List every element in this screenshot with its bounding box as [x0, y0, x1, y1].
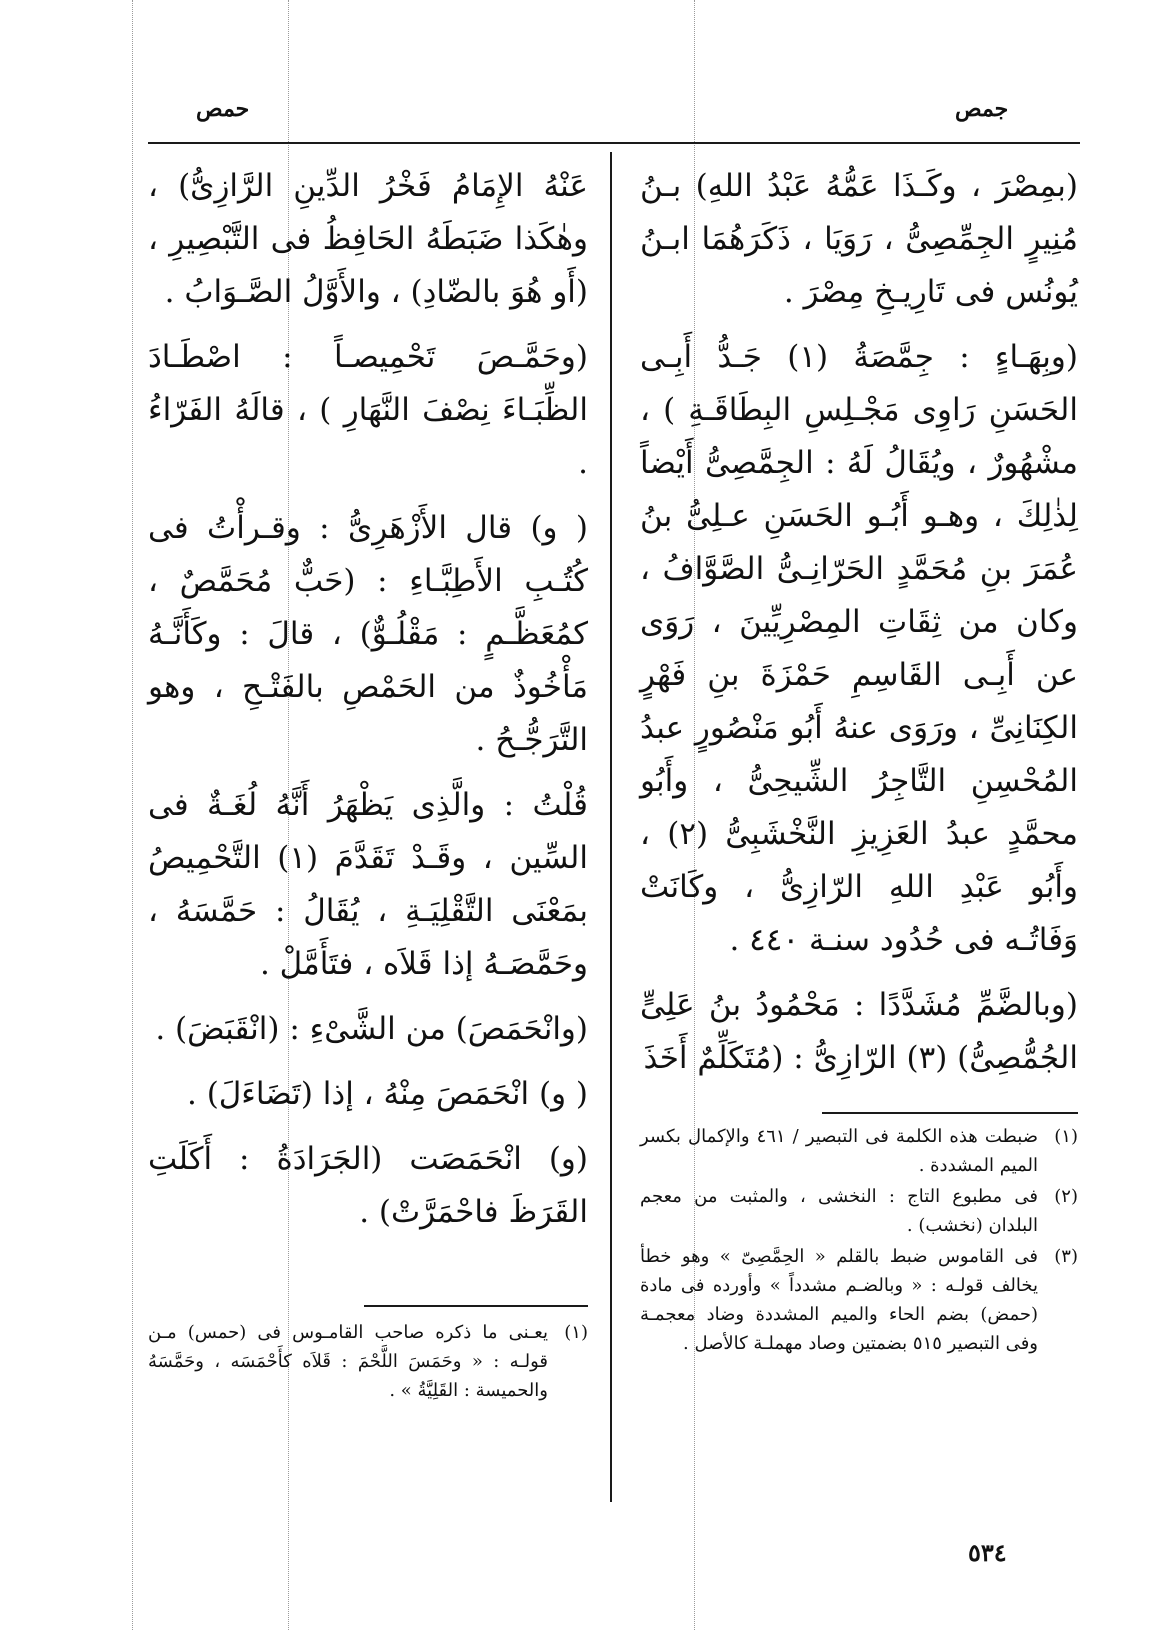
entry-paragraph: عَنْهُ الإِمَامُ فَخْرُ الدِّينِ الرَّازِىُّ) ، وهٰكَذا ضَبَطَهُ الحَافِظُ فى التَّبْصِيرِ ، (أَو هُوَ بالضّادِ) ، والأَوَّلُ الصَّـوَابُ .	[148, 168, 588, 310]
entry-paragraph: ( و) انْحَمَصَ مِنْهُ ، إذا (تَضَاءَلَ) .	[186, 1076, 588, 1112]
entry-paragraph: (وبِهَـاءٍ : جِمَّصَةُ (١) جَـدُّ أَبِـى الحَسَنِ رَاوِى مَجْـلِسِ البِطَاقَـةِ ) ، مشْهُورٌ ، ويُقَالُ لَهُ : الجِمَّصِىُّ أَيْضاً لِذٰلِكَ ، وهـو أَبُـو الحَسَنِ عـلِىُّ بنُ عُمَرَ بنِ مُحَمَّدٍ الحَرّانِـىُّ الصَّوَّافُ ، وكان من ثِقَاتِ المِصْرِيِّينَ ، رَوَى عن أَبِـى القَاسِمِ حَمْزَةَ بنِ فَهْرٍ الكِنَانِىِّ ، ورَوَى عنهُ أَبُو مَنْصُورٍ عبدُ المُحْسِنِ التَّاجِرُ الشِّيحِىُّ ، وأَبُو محمَّدٍ عبدُ العَزِيزِ النَّخْشَبِىُّ (٢) ، وأَبُو عَبْدِ اللهِ الرّازِىُّ ، وكَانَتْ وَفَاتُـه فى حُدُود سنـة ٤٤٠ .	[640, 339, 1078, 958]
footnote-text: ضبطت هذه الكلمة فى التبصير / ٤٦١ والإكمال بكسر الميم المشددة .	[640, 1126, 1038, 1176]
entry-paragraph: (وانْحَمَصَ) من الشَّىْءِ : (انْقَبَضَ) .	[155, 1011, 588, 1047]
page-number: ٥٣٤	[968, 1538, 1007, 1567]
header-rule	[148, 142, 1080, 144]
footnote	[148, 1318, 588, 1405]
left-column	[148, 160, 588, 1251]
footnote-text: يعـنى ما ذكره صاحب القامـوس فى (حمس) مـن قولـه : « وحَمَسَ اللَّحْمَ : قَلاَه كأَحْمَسَه ، وحَمَّسَهُ والحميسة : القَلِيَّةُ » .	[148, 1322, 548, 1401]
footnote	[640, 1122, 1078, 1180]
right-column	[640, 160, 1078, 1097]
entry-paragraph: (و) انْحَمَصَت (الجَرَادَةُ : أَكَلَتِ القَرَظَ فاحْمَرَّتْ) .	[148, 1141, 588, 1230]
scan-dotted-line	[132, 0, 133, 1630]
footnote-rule-left	[364, 1305, 588, 1307]
footnote	[640, 1182, 1078, 1240]
entry-paragraph: (وحَمَّـصَ تَحْمِيصـاً : اصْطَـادَ الظِّبَـاءَ نِصْفَ النَّهَارِ ) ، قالَهُ الفَرّاءُ .	[148, 339, 588, 481]
running-header-right: جمص	[955, 96, 1009, 122]
footnote-number: (٢)	[1054, 1186, 1078, 1207]
footnotes-right	[640, 1122, 1078, 1360]
footnotes-left	[148, 1318, 588, 1407]
footnote	[640, 1242, 1078, 1358]
footnote-number: (١)	[564, 1322, 588, 1343]
footnote-text: فى مطبوع التاج : النخشى ، والمثبت من معجم البلدان (نخشب) .	[640, 1186, 1038, 1236]
entry-paragraph: قُلْتُ : والَّذِى يَظْهَرُ أَنَّهُ لُغَـةٌ فى السِّين ، وقَـدْ تَقَدَّمَ (١) التَّحْمِيصُ بمَعْنَى التَّقْلِيَـةِ ، يُقَالُ : حَمَّسَهُ ، وحَمَّصَـهُ إذا قَلاَه ، فتَأَمَّلْ .	[148, 787, 588, 982]
footnote-number: (٣)	[1054, 1246, 1078, 1267]
footnote-rule-right	[822, 1112, 1078, 1114]
footnote-number: (١)	[1054, 1126, 1078, 1147]
column-divider	[610, 152, 612, 1502]
entry-paragraph: (بمِصْرَ ، وكَـذَا عَمُّهُ عَبْدُ اللهِ) بـنُ مُنِيرٍ الجِمِّصِىُّ ، رَوَيَا ، ذَكَرَهُمَا ابـنُ يُونُس فى تَارِيـخِ مِصْرَ .	[640, 168, 1078, 310]
entry-paragraph: ( و) قال الأَزْهَرِىُّ : وقـرأْتُ فى كُتُـبِ الأَطِبَّـاءِ : (حَبٌّ مُحَمَّصٌ ، كمُعَظَّـمٍ : مَقْلُـوٌّ) ، قالَ : وكَأَنَّـهُ مَأْخُوذٌ من الحَمْصِ بالفَتْـحِ ، وهو التَّرَجُّـحُ .	[148, 510, 588, 758]
footnote-text: فى القاموس ضبط بالقلم « الحِمَّصِىّ » وهو خطأ يخالف قولـه : « وبالضـم مشدداً » وأورده فى مادة (حمض) بضم الحاء والميم المشددة وضاد معجمـة وفى التبصير ٥١٥ بضمتين وصاد مهملـة كالأصل .	[640, 1246, 1038, 1354]
running-header-left: حمص	[196, 96, 250, 122]
entry-paragraph: (وبالضَّمِّ مُشَدَّدًا : مَحْمُودُ بنُ عَلِىٍّ الجُمُّصِىُّ) (٣) الرّازِىُّ : (مُتَكَلِّمٌ أَخَذَ	[640, 987, 1078, 1076]
